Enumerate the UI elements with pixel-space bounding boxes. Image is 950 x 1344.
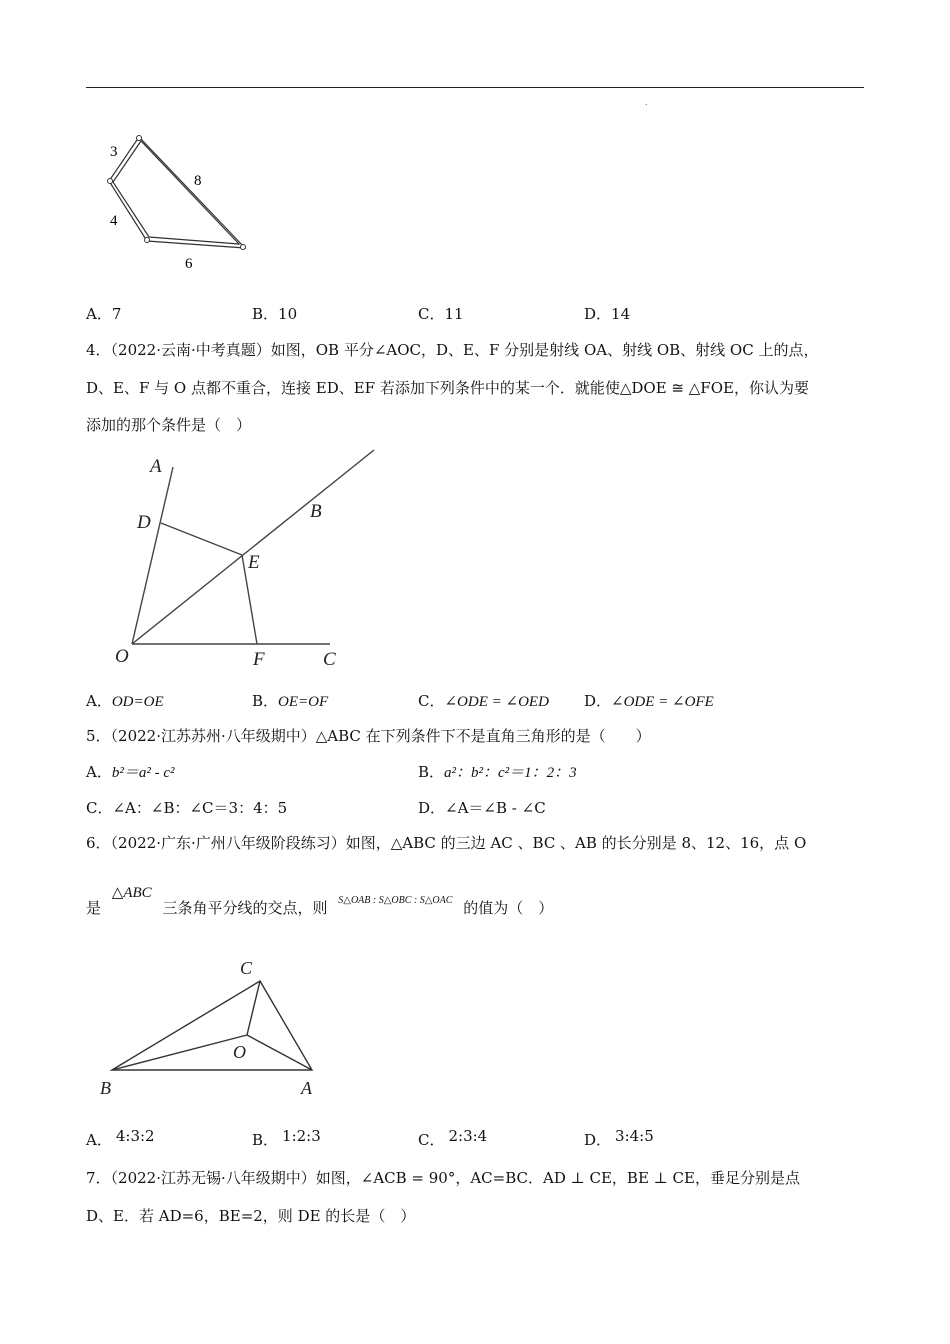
q7-stem-line1: 7．（2022·江苏无锡·八年级期中）如图，∠ACB = 90°，AC=BC．AD ⊥ CE，BE ⊥ CE，垂足分别是点 xyxy=(86,1169,800,1187)
q4-label-b: B xyxy=(310,501,322,522)
q5-option-c[interactable]: C．∠A：∠B：∠C＝3：4：5 xyxy=(86,799,288,817)
q5-option-b[interactable]: B．a²：b²：c²＝1：2：3 xyxy=(418,763,577,781)
q5-stem: 5．（2022·江苏苏州·八年级期中）△ABC 在下列条件下不是直角三角形的是（ ） xyxy=(86,727,651,745)
q4-label-a: A xyxy=(150,456,162,477)
q6-label-b: B xyxy=(100,1078,111,1098)
q6-label-c: C xyxy=(240,958,253,978)
q5-option-a[interactable]: A．b²＝a² - c² xyxy=(86,763,175,781)
q6-option-b[interactable]: B． 1:2:3 xyxy=(252,1127,321,1149)
q7-stem-line2: D、E．若 AD=6，BE=2，则 DE 的长是（ ） xyxy=(86,1207,416,1225)
q3-option-d[interactable]: D．14 xyxy=(584,305,631,323)
q3-label-3: 3 xyxy=(110,144,118,160)
q6-label-a: A xyxy=(301,1078,312,1098)
q6-option-d[interactable]: D． 3:4:5 xyxy=(584,1127,654,1149)
q6-label-o: O xyxy=(233,1042,246,1062)
q4-angle-figure xyxy=(100,445,390,675)
q3-quadrilateral-figure xyxy=(95,125,265,275)
q4-option-d[interactable]: D．∠ODE = ∠OFE xyxy=(584,692,714,710)
q4-stem-line1: 4．（2022·云南·中考真题）如图，OB 平分∠AOC，D、E、F 分别是射线 OA、射线 OB、射线 OC 上的点， xyxy=(86,341,819,359)
q4-option-b[interactable]: B．OE=OF xyxy=(252,692,329,710)
q4-label-o: O xyxy=(115,646,129,667)
q4-label-e: E xyxy=(248,552,260,573)
q6-stem-line2: 是 △ABC 三条角平分线的交点，则 $^{S\triangle OAB : S\triangle OBC : S\triangle OAC}$ 的值为（ ） xyxy=(86,885,554,917)
q4-label-c: C xyxy=(323,649,336,670)
header-rule xyxy=(86,87,864,88)
q4-stem-line3: 添加的那个条件是（ ） xyxy=(86,416,252,434)
q3-label-8: 8 xyxy=(194,173,202,189)
q4-stem-line2: D、E、F 与 O 点都不重合，连接 ED、EF 若添加下列条件中的某一个．就能使△DOE ≅ △FOE，你认为要 xyxy=(86,379,809,397)
q3-option-b[interactable]: B．10 xyxy=(252,305,298,323)
q3-label-4: 4 xyxy=(110,213,118,229)
q6-option-a[interactable]: A． 4:3:2 xyxy=(86,1127,155,1149)
q6-option-c[interactable]: C． 2:3:4 xyxy=(418,1127,488,1149)
q5-option-d[interactable]: D．∠A＝∠B - ∠C xyxy=(418,799,546,817)
q4-label-d: D xyxy=(137,512,151,533)
q4-label-f: F xyxy=(253,649,265,670)
q3-label-6: 6 xyxy=(185,256,193,272)
q3-option-c[interactable]: C．11 xyxy=(418,305,464,323)
q4-option-c[interactable]: C．∠ODE = ∠OED xyxy=(418,692,549,710)
q6-stem-line1: 6．（2022·广东·广州八年级阶段练习）如图，△ABC 的三边 AC 、BC 、AB 的长分别是 8、12、16，点 O xyxy=(86,834,807,852)
q6-triangle-figure xyxy=(95,955,325,1100)
q3-option-a[interactable]: A．7 xyxy=(86,305,122,323)
q4-option-a[interactable]: A．OD=OE xyxy=(86,692,164,710)
header-dot: . xyxy=(645,98,648,107)
